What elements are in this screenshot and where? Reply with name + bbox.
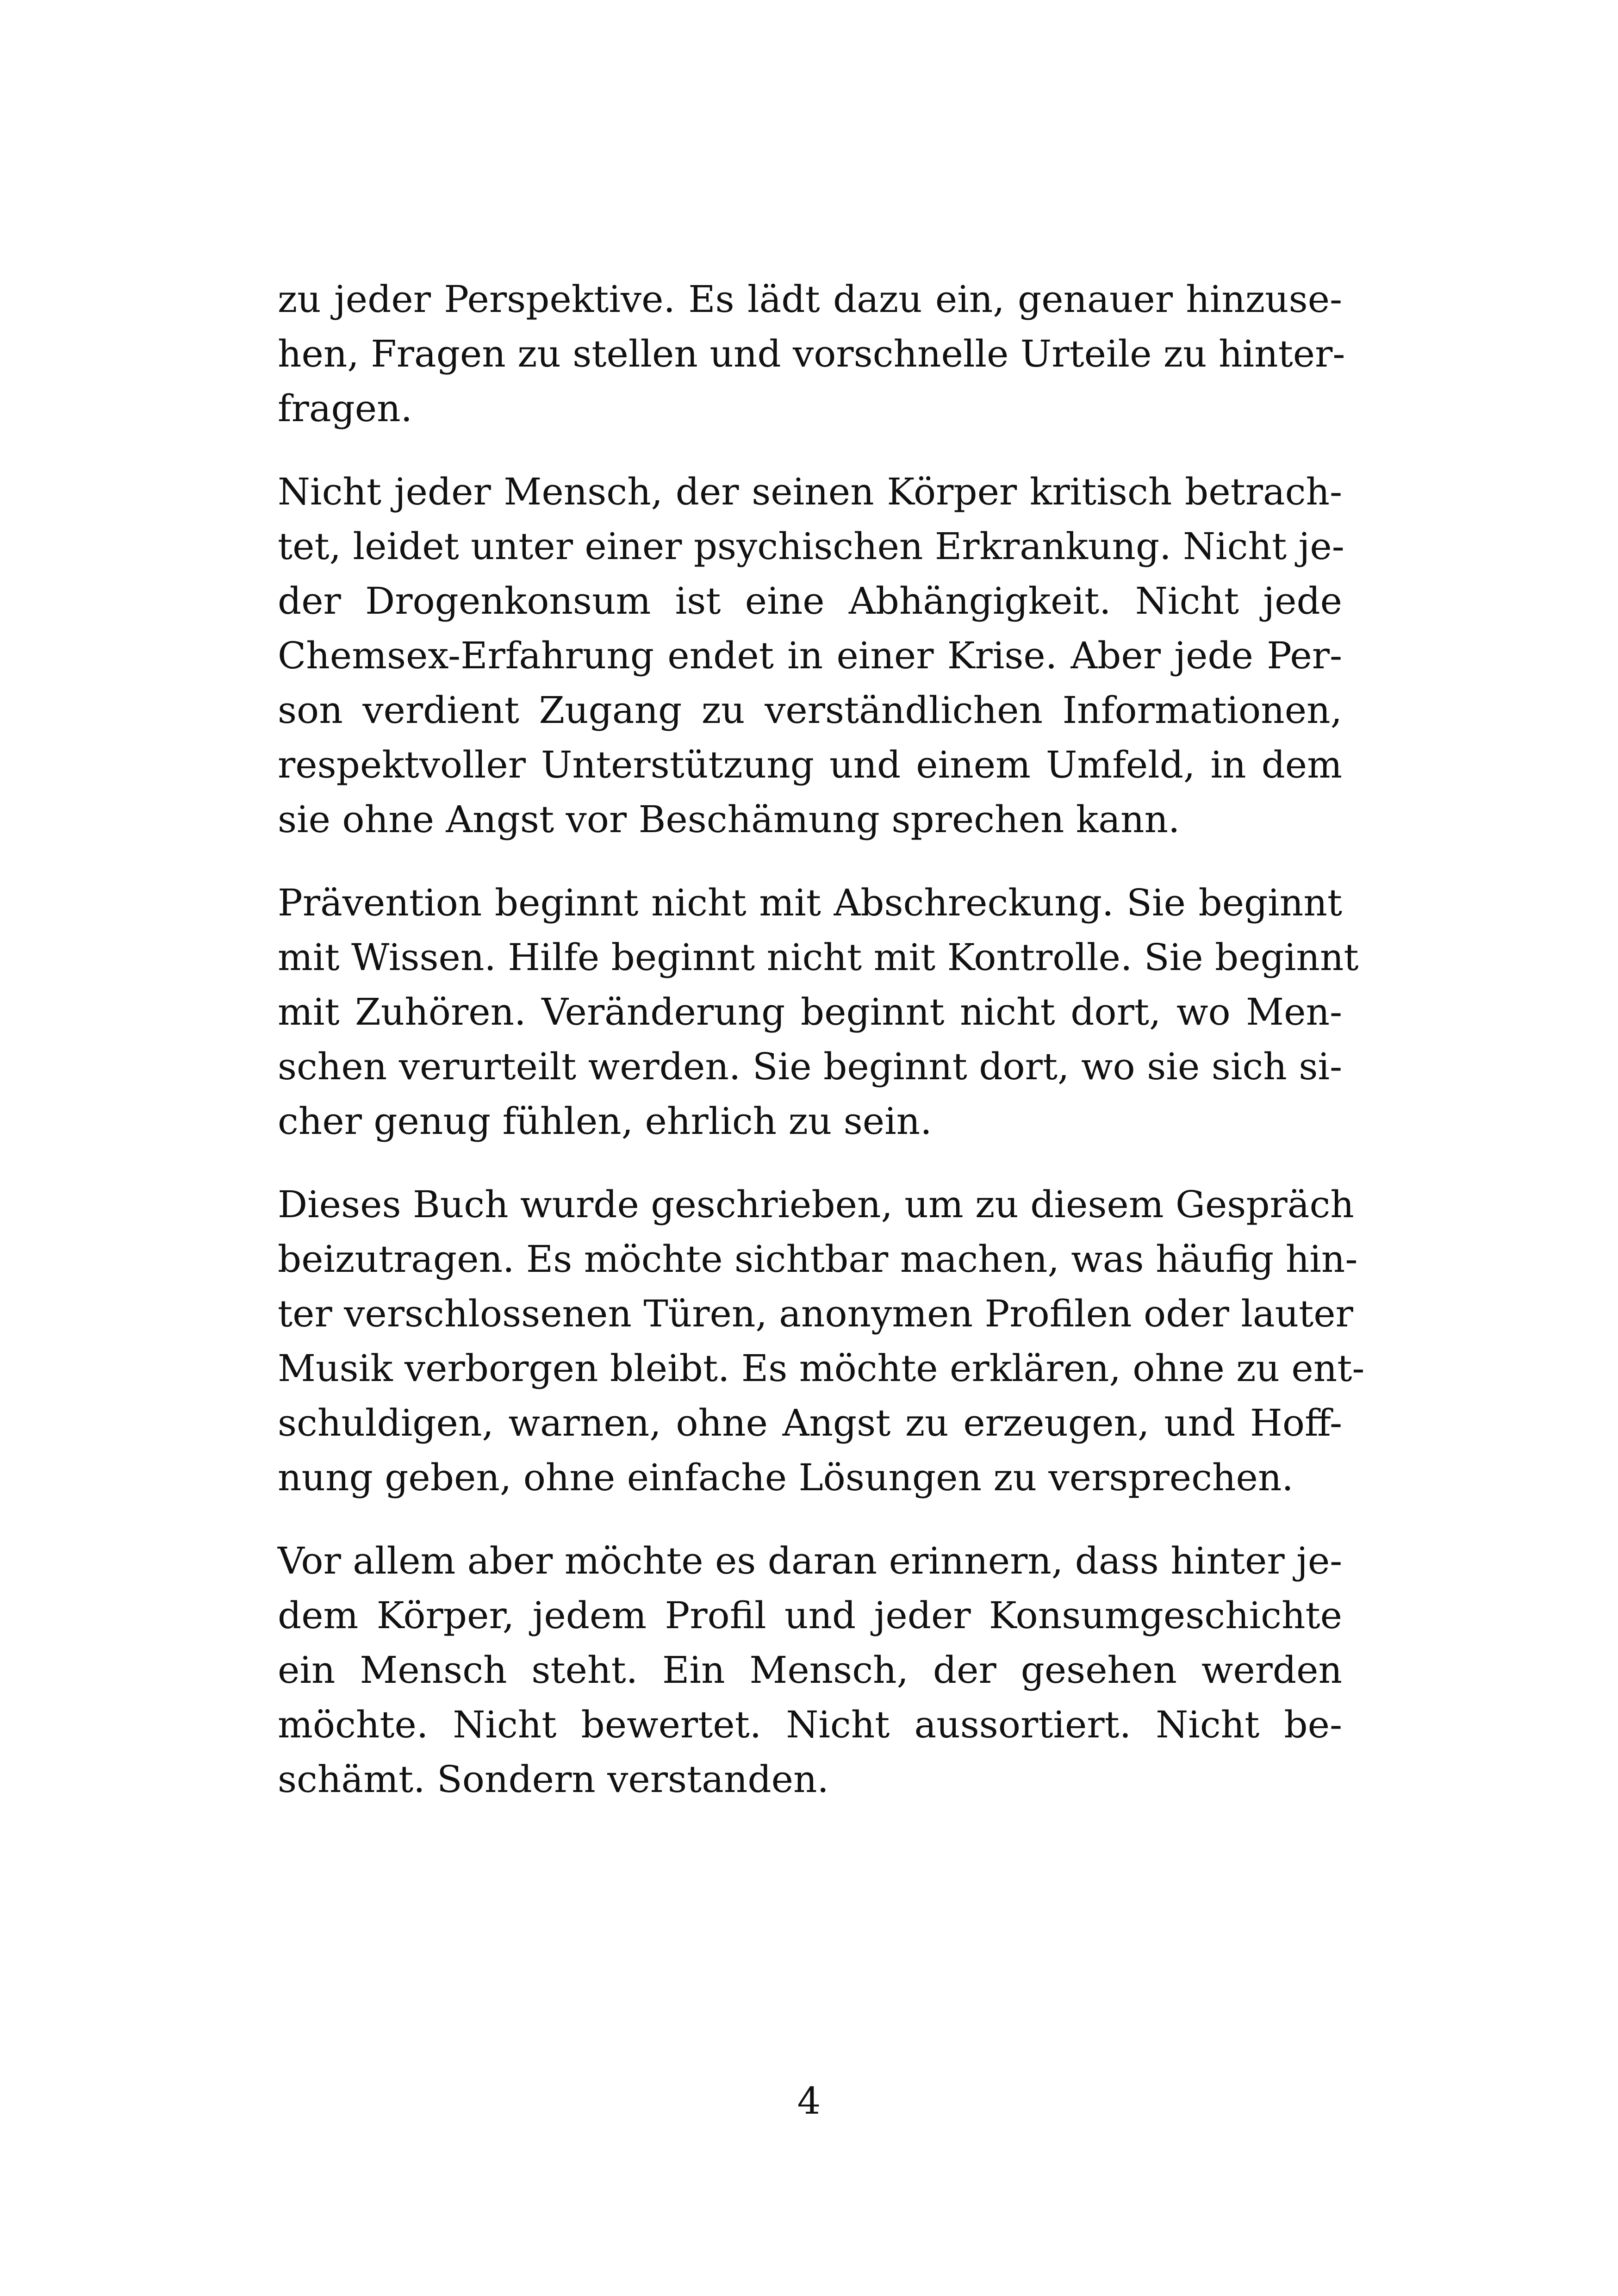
paragraph bbox=[278, 1177, 1365, 1505]
text-line: schuldigen, warnen, ohne Angst zu erzeugen, und Hoff- bbox=[278, 1401, 1342, 1444]
text-line: hen, Fragen zu stellen und vorschnelle Urteile zu hinter- bbox=[278, 332, 1345, 375]
text-line: Dieses Buch wurde geschrieben, um zu diesem Gespräch bbox=[278, 1183, 1354, 1226]
paragraph bbox=[278, 272, 1345, 436]
text-line: Musik verborgen bleibt. Es möchte erklären, ohne zu ent- bbox=[278, 1347, 1365, 1390]
text-line: cher genug fühlen, ehrlich zu sein. bbox=[278, 1100, 932, 1143]
text-line: Vor allem aber möchte es daran erinnern, dass hinter je- bbox=[278, 1539, 1343, 1582]
paragraph bbox=[278, 1534, 1342, 1807]
text-line: ter verschlossenen Türen, anonymen Profilen oder lauter bbox=[278, 1292, 1353, 1335]
body-text bbox=[278, 272, 1365, 1836]
paragraph bbox=[278, 876, 1359, 1149]
text-line: son verdient Zugang zu verständlichen Informationen, bbox=[278, 689, 1342, 732]
text-line: mit Zuhören. Veränderung beginnt nicht dort, wo Men- bbox=[278, 990, 1342, 1033]
text-line: nung geben, ohne einfache Lösungen zu versprechen. bbox=[278, 1456, 1294, 1499]
text-line: Nicht jeder Mensch, der seinen Körper kritisch betrach- bbox=[278, 470, 1342, 513]
text-line: tet, leidet unter einer psychischen Erkrankung. Nicht je- bbox=[278, 525, 1344, 568]
text-line: möchte. Nicht bewertet. Nicht aussortiert. Nicht be- bbox=[278, 1703, 1342, 1746]
text-line: der Drogenkonsum ist eine Abhängigkeit. Nicht jede bbox=[278, 579, 1342, 622]
page-number: 4 bbox=[797, 2079, 821, 2122]
text-line: Prävention beginnt nicht mit Abschreckung. Sie beginnt bbox=[278, 881, 1342, 924]
text-line: mit Wissen. Hilfe beginnt nicht mit Kontrolle. Sie beginnt bbox=[278, 936, 1359, 979]
text-line: schen verurteilt werden. Sie beginnt dort, wo sie sich si- bbox=[278, 1045, 1342, 1088]
text-line: beizutragen. Es möchte sichtbar machen, was häufig hin- bbox=[278, 1238, 1358, 1281]
text-line: dem Körper, jedem Profil und jeder Konsumgeschichte bbox=[278, 1594, 1342, 1637]
text-line: respektvoller Unterstützung und einem Umfeld, in dem bbox=[278, 743, 1342, 786]
text-line: fragen. bbox=[278, 387, 413, 430]
text-line: Chemsex-Erfahrung endet in einer Krise. Aber jede Per- bbox=[278, 634, 1342, 677]
text-line: ein Mensch steht. Ein Mensch, der gesehen werden bbox=[278, 1649, 1342, 1692]
paragraph bbox=[278, 465, 1342, 847]
text-line: sie ohne Angst vor Beschämung sprechen kann. bbox=[278, 798, 1180, 841]
text-line: schämt. Sondern verstanden. bbox=[278, 1758, 829, 1801]
text-line: zu jeder Perspektive. Es lädt dazu ein, genauer hinzuse- bbox=[278, 278, 1342, 321]
